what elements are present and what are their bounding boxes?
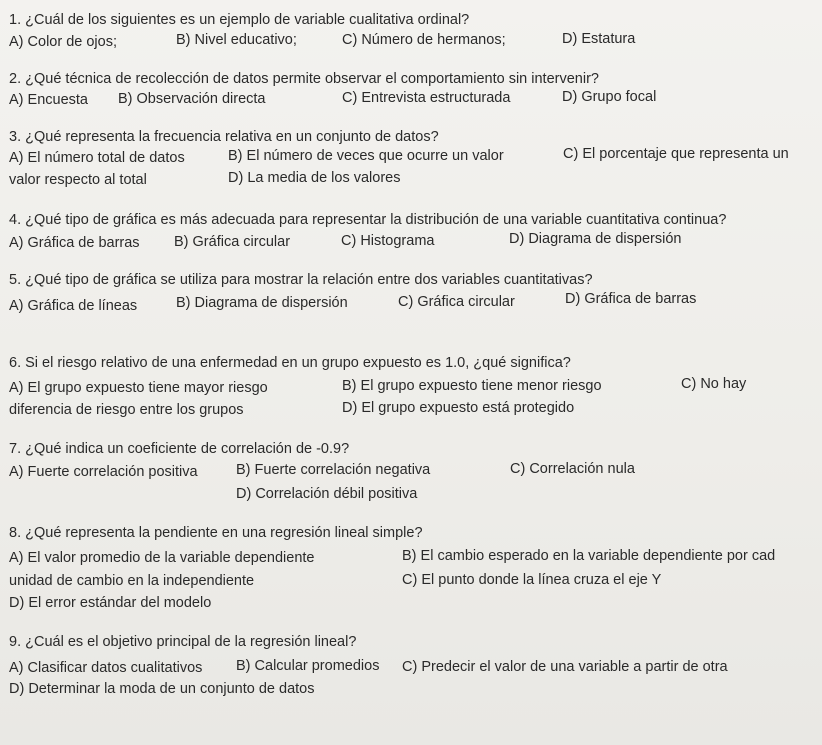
question-6-option-c: C) No hay bbox=[681, 376, 747, 392]
question-5-option-c: C) Gráfica circular bbox=[398, 294, 515, 310]
question-7-option-c: C) Correlación nula bbox=[510, 461, 635, 477]
question-3-text: 3. ¿Qué representa la frecuencia relativa en un conjunto de datos? bbox=[9, 129, 439, 145]
question-1-option-d: D) Estatura bbox=[562, 31, 636, 47]
question-3-option-b: B) El número de veces que ocurre un valor bbox=[228, 148, 504, 164]
question-8-text: 8. ¿Qué representa la pendiente en una regresión lineal simple? bbox=[9, 525, 423, 541]
question-9-text: 9. ¿Cuál es el objetivo principal de la regresión lineal? bbox=[9, 634, 357, 650]
question-3-option-c-continued: valor respecto al total bbox=[9, 172, 147, 188]
question-5-option-d: D) Gráfica de barras bbox=[565, 291, 697, 307]
question-6-text: 6. Si el riesgo relativo de una enfermedad en un grupo expuesto es 1.0, ¿qué significa? bbox=[9, 355, 571, 371]
question-8-option-b-continued: unidad de cambio en la independiente bbox=[9, 573, 255, 589]
question-6-option-c-continued: diferencia de riesgo entre los grupos bbox=[9, 402, 244, 418]
question-6-option-d: D) El grupo expuesto está protegido bbox=[342, 400, 575, 416]
question-9-option-a: A) Clasificar datos cualitativos bbox=[9, 660, 203, 676]
question-5-option-a: A) Gráfica de líneas bbox=[9, 298, 138, 314]
question-4-text: 4. ¿Qué tipo de gráfica es más adecuada para representar la distribución de una variable cuantitativa continua? bbox=[9, 212, 727, 228]
question-7-text: 7. ¿Qué indica un coeficiente de correlación de -0.9? bbox=[9, 441, 350, 457]
question-9-option-d: D) Determinar la moda de un conjunto de datos bbox=[9, 681, 315, 697]
question-4-option-c: C) Histograma bbox=[341, 233, 435, 249]
question-1-option-c: C) Número de hermanos; bbox=[342, 32, 506, 48]
question-8-option-b: B) El cambio esperado en la variable dependiente por cad bbox=[402, 548, 776, 564]
question-2-option-b: B) Observación directa bbox=[118, 91, 266, 107]
question-2-option-c: C) Entrevista estructurada bbox=[342, 90, 511, 106]
question-6-option-a: A) El grupo expuesto tiene mayor riesgo bbox=[9, 380, 268, 396]
question-7-option-d: D) Correlación débil positiva bbox=[236, 486, 418, 502]
question-9-option-c: C) Predecir el valor de una variable a partir de otra bbox=[402, 659, 728, 675]
question-5-text: 5. ¿Qué tipo de gráfica se utiliza para mostrar la relación entre dos variables cuantitativas? bbox=[9, 272, 593, 288]
question-9-option-b: B) Calcular promedios bbox=[236, 658, 380, 674]
question-3-option-d: D) La media de los valores bbox=[228, 170, 401, 186]
question-2-option-d: D) Grupo focal bbox=[562, 89, 657, 105]
question-4-option-b: B) Gráfica circular bbox=[174, 234, 291, 250]
question-4-option-d: D) Diagrama de dispersión bbox=[509, 231, 682, 247]
question-3-option-c: C) El porcentaje que representa un bbox=[563, 146, 789, 162]
question-7-option-a: A) Fuerte correlación positiva bbox=[9, 464, 198, 480]
question-1-option-b: B) Nivel educativo; bbox=[176, 32, 297, 48]
question-6-option-b: B) El grupo expuesto tiene menor riesgo bbox=[342, 378, 602, 394]
question-1-option-a: A) Color de ojos; bbox=[9, 34, 117, 50]
question-4-option-a: A) Gráfica de barras bbox=[9, 235, 140, 251]
question-8-option-a: A) El valor promedio de la variable dependiente bbox=[9, 550, 315, 566]
question-5-option-b: B) Diagrama de dispersión bbox=[176, 295, 348, 311]
question-1-text: 1. ¿Cuál de los siguientes es un ejemplo de variable cualitativa ordinal? bbox=[9, 12, 470, 28]
question-7-option-b: B) Fuerte correlación negativa bbox=[236, 462, 431, 478]
question-8-option-c: C) El punto donde la línea cruza el eje Y bbox=[402, 572, 662, 588]
question-2-option-a: A) Encuesta bbox=[9, 92, 88, 108]
question-8-option-d: D) El error estándar del modelo bbox=[9, 595, 212, 611]
question-3-option-a: A) El número total de datos bbox=[9, 150, 185, 166]
question-2-text: 2. ¿Qué técnica de recolección de datos permite observar el comportamiento sin intervenir? bbox=[9, 71, 599, 87]
